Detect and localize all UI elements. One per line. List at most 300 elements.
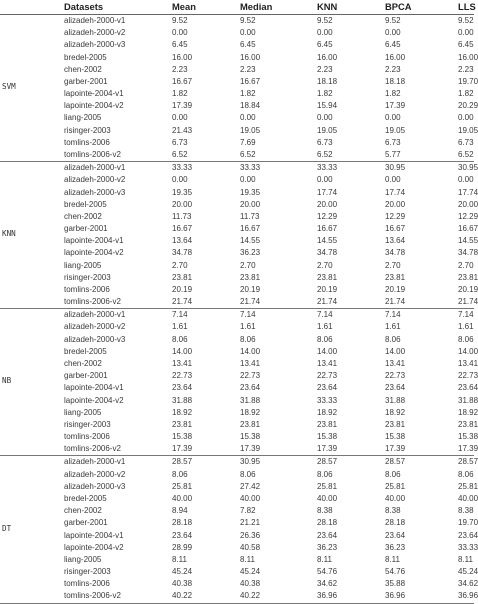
value-cell: 31.88 [172,395,193,405]
value-cell: 2.70 [240,260,256,270]
value-cell: 12.29 [317,211,338,221]
value-cell: 9.52 [458,16,474,25]
value-cell: 0.00 [317,113,333,123]
value-cell: 17.74 [317,187,338,197]
value-cell: 20.19 [385,284,406,294]
dataset-cell: garber-2001 [64,518,108,528]
dataset-cell: alizadeh-2000-v3 [64,481,126,491]
value-cell: 36.96 [385,591,406,601]
value-cell: 6.73 [317,137,333,147]
value-cell: 8.06 [240,334,256,344]
dataset-cell: liang-2005 [64,113,102,123]
value-cell: 25.81 [317,481,338,491]
value-cell: 15.94 [317,101,338,111]
value-cell: 19.35 [240,187,261,197]
value-cell: 7.14 [240,310,256,320]
value-cell: 12.29 [385,211,406,221]
value-cell: 28.18 [385,518,406,528]
value-cell: 23.64 [172,530,193,540]
value-cell: 8.11 [240,554,255,564]
value-cell: 11.73 [172,211,192,221]
value-cell: 6.52 [458,149,474,159]
table-row [0,309,474,321]
value-cell: 23.81 [317,272,338,282]
value-cell: 8.11 [385,554,400,564]
value-cell: 15.38 [458,432,478,442]
value-cell: 22.73 [172,371,193,381]
value-cell: 17.39 [240,444,261,454]
value-cell: 8.11 [317,554,332,564]
dataset-cell: alizadeh-2000-v1 [64,163,126,173]
table-row [0,456,478,468]
value-cell: 34.78 [458,248,478,258]
value-cell: 18.18 [317,76,338,86]
table-row [0,27,474,39]
header-knn: KNN [317,1,338,12]
table-row [0,296,478,308]
classifier-group-knn [0,162,478,309]
value-cell: 23.64 [458,383,478,393]
classifier-label: SVM [2,82,16,92]
value-cell: 40.00 [458,494,478,503]
value-cell: 18.92 [317,407,338,417]
value-cell: 23.81 [317,419,338,429]
value-cell: 28.57 [317,457,338,467]
value-cell: 23.64 [317,383,338,393]
value-cell: 16.00 [458,52,478,62]
value-cell: 40.00 [172,494,193,503]
value-cell: 40.00 [317,494,338,503]
value-cell: 13.64 [172,236,193,246]
value-cell: 20.00 [172,199,193,209]
value-cell: 45.24 [172,567,193,577]
value-cell: 13.41 [317,359,338,369]
value-cell: 23.81 [172,272,193,282]
value-cell: 17.39 [385,101,406,111]
value-cell: 8.11 [172,554,187,564]
dataset-cell: bredel-2005 [64,346,107,356]
value-cell: 8.06 [458,469,474,479]
value-cell: 15.38 [240,432,261,442]
value-cell: 18.92 [240,407,261,417]
value-cell: 30.95 [240,457,261,467]
dataset-cell: tomlins-2006-v2 [64,149,121,159]
value-cell: 22.73 [240,371,261,381]
value-cell: 8.11 [458,554,473,564]
value-cell: 9.52 [385,16,401,25]
table-row [0,39,474,51]
value-cell: 23.81 [458,272,478,282]
value-cell: 0.00 [458,113,474,123]
classifier-group-nb [0,309,478,456]
table-row [0,321,474,333]
value-cell: 40.00 [240,494,261,503]
dataset-cell: lapointe-2004-v1 [64,383,124,393]
value-cell: 18.92 [385,407,406,417]
value-cell: 2.23 [240,64,256,74]
value-cell: 1.82 [240,89,256,99]
value-cell: 1.82 [317,89,333,99]
value-cell: 14.00 [172,346,193,356]
value-cell: 40.38 [240,579,261,589]
value-cell: 0.00 [240,28,256,38]
dataset-cell: liang-2005 [64,407,102,417]
table-row [0,395,478,407]
value-cell: 23.81 [172,419,193,429]
value-cell: 2.70 [172,260,188,270]
value-cell: 6.73 [458,137,474,147]
value-cell: 14.00 [458,346,478,356]
table-row [0,493,478,505]
value-cell: 15.38 [172,432,193,442]
dataset-cell: alizadeh-2000-v3 [64,187,126,197]
dataset-cell: liang-2005 [64,260,102,270]
value-cell: 8.94 [172,506,188,516]
dataset-cell: risinger-2003 [64,125,111,135]
value-cell: 13.41 [172,359,193,369]
value-cell: 6.45 [458,40,474,50]
value-cell: 20.00 [317,199,338,209]
value-cell: 23.64 [458,530,478,540]
dataset-cell: garber-2001 [64,224,108,234]
dataset-cell: alizadeh-2000-v2 [64,322,126,332]
table-row [0,112,474,124]
value-cell: 19.70 [458,518,478,528]
value-cell: 25.81 [172,481,193,491]
value-cell: 6.45 [240,40,256,50]
value-cell: 16.67 [240,76,261,86]
value-cell: 6.73 [172,137,188,147]
value-cell: 6.45 [317,40,333,50]
value-cell: 7.82 [240,506,256,516]
dataset-cell: alizadeh-2000-v1 [64,457,126,467]
value-cell: 33.33 [172,163,193,173]
dataset-cell: alizadeh-2000-v2 [64,28,126,38]
value-cell: 17.39 [385,444,406,454]
value-cell: 23.81 [385,272,406,282]
table-row [0,235,478,247]
value-cell: 8.06 [240,469,256,479]
table-row [0,358,478,370]
value-cell: 18.84 [240,101,261,111]
table-row [0,174,474,186]
table-row [0,52,478,64]
table-row [0,419,478,431]
value-cell: 21.74 [317,297,338,307]
value-cell: 23.81 [240,272,261,282]
value-cell: 9.52 [317,16,333,25]
value-cell: 28.99 [172,542,193,552]
dataset-cell: alizadeh-2000-v3 [64,40,126,50]
value-cell: 2.23 [172,64,188,74]
header-median: Median [240,1,273,12]
value-cell: 14.00 [385,346,406,356]
classifier-group-dt [0,456,478,603]
value-cell: 21.43 [172,125,193,135]
classifier-label: KNN [2,229,16,239]
value-cell: 34.78 [172,248,193,258]
value-cell: 2.23 [458,64,474,74]
value-cell: 20.29 [458,101,478,111]
value-cell: 31.88 [458,395,478,405]
value-cell: 25.81 [385,481,406,491]
dataset-cell: bredel-2005 [64,494,107,503]
value-cell: 20.19 [240,284,261,294]
table-row [0,211,478,223]
value-cell: 8.06 [458,334,474,344]
value-cell: 33.33 [317,395,338,405]
value-cell: 8.06 [317,469,333,479]
table-header [0,0,474,15]
value-cell: 2.70 [458,260,474,270]
value-cell: 33.33 [458,542,478,552]
value-cell: 20.19 [317,284,338,294]
table-row [0,431,478,443]
value-cell: 31.88 [240,395,261,405]
value-cell: 36.96 [317,591,338,601]
value-cell: 2.23 [317,64,333,74]
value-cell: 18.18 [385,76,406,86]
value-cell: 2.70 [317,260,333,270]
value-cell: 21.21 [240,518,261,528]
dataset-cell: tomlins-2006-v2 [64,591,121,601]
value-cell: 0.00 [317,28,333,38]
value-cell: 7.14 [317,310,333,320]
value-cell: 0.00 [172,28,188,38]
table-row [0,247,478,259]
value-cell: 28.57 [458,457,478,467]
dataset-cell: bredel-2005 [64,52,107,62]
dataset-cell: alizadeh-2000-v2 [64,175,126,185]
value-cell: 19.05 [385,125,406,135]
value-cell: 13.41 [240,359,261,369]
value-cell: 45.24 [458,567,478,577]
value-cell: 7.14 [458,310,474,320]
value-cell: 13.64 [385,236,406,246]
value-cell: 8.38 [385,506,401,516]
value-cell: 7.14 [172,310,188,320]
table-row [0,15,474,27]
value-cell: 6.73 [385,137,401,147]
table-row [0,64,474,76]
table-row [0,542,478,554]
table-row [0,137,474,149]
table-row [0,517,478,529]
value-cell: 54.76 [385,567,406,577]
value-cell: 20.00 [240,199,261,209]
value-cell: 2.23 [385,64,401,74]
dataset-cell: tomlins-2006-v2 [64,444,121,454]
table-row [0,284,478,296]
table-row [0,346,478,358]
value-cell: 19.70 [458,76,478,86]
value-cell: 9.52 [240,16,256,25]
dataset-cell: tomlins-2006-v2 [64,297,121,307]
table-row [0,407,478,419]
value-cell: 19.05 [317,125,338,135]
value-cell: 20.19 [172,284,193,294]
table-row [0,199,478,211]
value-cell: 28.18 [317,518,338,528]
value-cell: 17.39 [172,444,193,454]
value-cell: 17.74 [385,187,406,197]
table-row [0,334,474,346]
value-cell: 23.64 [172,383,193,393]
value-cell: 1.61 [240,322,256,332]
dataset-cell: risinger-2003 [64,567,111,577]
dataset-cell: risinger-2003 [64,419,111,429]
value-cell: 6.45 [172,40,188,50]
value-cell: 26.36 [240,530,261,540]
value-cell: 0.00 [385,175,401,185]
value-cell: 12.29 [458,211,478,221]
value-cell: 1.61 [317,322,333,332]
value-cell: 16.67 [172,224,193,234]
dataset-cell: garber-2001 [64,371,108,381]
value-cell: 8.06 [385,469,401,479]
dataset-cell: lapointe-2004-v2 [64,101,124,111]
value-cell: 0.00 [240,113,256,123]
value-cell: 14.55 [240,236,261,246]
table-row [0,88,474,100]
value-cell: 40.22 [240,591,261,601]
value-cell: 40.58 [240,542,261,552]
value-cell: 8.06 [172,334,188,344]
value-cell: 0.00 [385,113,401,123]
value-cell: 17.39 [458,444,478,454]
classifier-group-svm [0,15,478,162]
table-row [0,578,478,590]
table-row [0,162,478,174]
value-cell: 28.18 [172,518,193,528]
value-cell: 17.74 [458,187,478,197]
dataset-cell: tomlins-2006 [64,284,110,294]
value-cell: 16.67 [385,224,406,234]
dataset-cell: liang-2005 [64,554,102,564]
table-row [0,100,478,112]
value-cell: 14.55 [317,236,338,246]
value-cell: 0.00 [385,28,401,38]
dataset-cell: lapointe-2004-v1 [64,236,124,246]
dataset-cell: lapointe-2004-v1 [64,89,124,99]
value-cell: 45.24 [240,567,261,577]
value-cell: 16.67 [317,224,338,234]
value-cell: 23.81 [458,419,478,429]
value-cell: 33.33 [240,163,261,173]
value-cell: 18.92 [458,407,478,417]
value-cell: 6.52 [240,149,256,159]
value-cell: 54.76 [317,567,338,577]
value-cell: 5.77 [385,149,401,159]
value-cell: 0.00 [172,113,188,123]
value-cell: 21.74 [385,297,406,307]
value-cell: 1.82 [385,89,401,99]
value-cell: 21.74 [172,297,193,307]
value-cell: 1.82 [172,89,188,99]
value-cell: 40.38 [172,579,193,589]
value-cell: 34.62 [458,579,478,589]
value-cell: 36.96 [458,591,478,601]
value-cell: 19.05 [240,125,261,135]
value-cell: 23.64 [385,530,406,540]
value-cell: 40.00 [385,494,406,503]
dataset-cell: chen-2002 [64,64,102,74]
value-cell: 16.67 [240,224,261,234]
dataset-cell: alizadeh-2000-v3 [64,334,126,344]
value-cell: 30.95 [385,163,406,173]
table-row [0,272,478,284]
value-cell: 14.00 [240,346,261,356]
value-cell: 6.52 [172,149,188,159]
value-cell: 0.00 [172,175,188,185]
value-cell: 19.05 [458,125,478,135]
dataset-cell: chen-2002 [64,359,102,369]
value-cell: 15.38 [385,432,406,442]
value-cell: 8.06 [172,469,188,479]
value-cell: 21.74 [240,297,261,307]
value-cell: 25.81 [458,481,478,491]
dataset-cell: alizadeh-2000-v2 [64,469,126,479]
dataset-cell: garber-2001 [64,76,108,86]
value-cell: 14.55 [458,236,478,246]
value-cell: 34.78 [385,248,406,258]
table-row [0,530,478,542]
dataset-cell: tomlins-2006 [64,579,110,589]
value-cell: 23.81 [240,419,261,429]
value-cell: 8.06 [385,334,401,344]
value-cell: 14.00 [317,346,338,356]
classifier-label: NB [2,376,12,386]
value-cell: 6.52 [317,149,333,159]
table-row [0,554,474,566]
dataset-cell: chen-2002 [64,506,102,516]
table-row [0,149,474,161]
dataset-cell: bredel-2005 [64,199,107,209]
value-cell: 1.61 [385,322,401,332]
value-cell: 31.88 [385,395,406,405]
value-cell: 8.06 [317,334,333,344]
classifier-label: DT [2,523,12,533]
table-row [0,590,478,602]
value-cell: 13.41 [385,359,406,369]
dataset-cell: tomlins-2006 [64,137,110,147]
value-cell: 16.00 [240,52,261,62]
table-row [0,125,478,137]
value-cell: 0.00 [317,175,333,185]
table-row [0,223,478,235]
value-cell: 1.61 [458,322,474,332]
value-cell: 8.38 [317,506,333,516]
value-cell: 20.00 [385,199,406,209]
value-cell: 15.38 [317,432,338,442]
value-cell: 20.19 [458,284,478,294]
value-cell: 22.73 [385,371,406,381]
value-cell: 17.39 [317,444,338,454]
value-cell: 9.52 [172,16,188,25]
value-cell: 23.64 [385,383,406,393]
dataset-cell: lapointe-2004-v2 [64,395,124,405]
value-cell: 36.23 [385,542,406,552]
value-cell: 11.73 [240,211,260,221]
value-cell: 16.67 [458,224,478,234]
value-cell: 34.62 [317,579,338,589]
value-cell: 0.00 [458,175,474,185]
header-bpca: BPCA [385,1,412,12]
dataset-cell: alizadeh-2000-v1 [64,16,126,25]
value-cell: 28.57 [172,457,193,467]
value-cell: 0.00 [240,175,256,185]
value-cell: 19.35 [172,187,193,197]
